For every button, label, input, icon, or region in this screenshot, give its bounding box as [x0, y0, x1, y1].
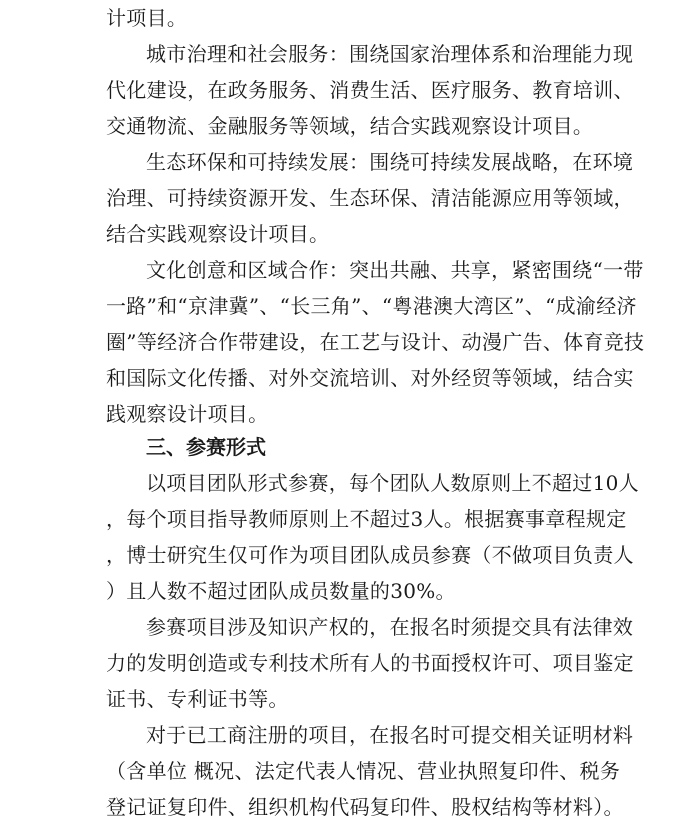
text-line: ）且人数不超过团队成员数量的30%。 — [106, 579, 456, 603]
text-line: 交通物流、金融服务等领域，结合实践观察设计项目。 — [106, 114, 594, 138]
text-line: 践观察设计项目。 — [106, 402, 269, 426]
text-line: ，每个项目指导教师原则上不超过3人。根据赛事章程规定 — [106, 507, 627, 531]
text-line: 生态环保和可持续发展：围绕可持续发展战略，在环境 — [146, 150, 634, 174]
text-line: 一路”和“京津冀”、“长三角”、“粤港澳大湾区”、“成渝经济 — [106, 294, 637, 318]
text-line: 计项目。 — [106, 6, 188, 30]
text-line: 结合实践观察设计项目。 — [106, 222, 330, 246]
text-line: 治理、可持续资源开发、生态环保、清洁能源应用等领域， — [106, 186, 634, 210]
text-line: 文化创意和区域合作：突出共融、共享，紧密围绕“一带 — [146, 258, 644, 282]
text-line: 对于已工商注册的项目，在报名时可提交相关证明材料 — [146, 723, 634, 747]
text-line: 城市治理和社会服务：围绕国家治理体系和治理能力现 — [146, 42, 634, 66]
text-line: 圈”等经济合作带建设，在工艺与设计、动漫广告、体育竞技 — [106, 330, 645, 354]
text-line: 证书、专利证书等。 — [106, 687, 289, 711]
text-line: 参赛项目涉及知识产权的，在报名时须提交具有法律效 — [146, 615, 634, 639]
text-line: 以项目团队形式参赛，每个团队人数原则上不超过10人 — [146, 471, 639, 495]
text-line: 力的发明创造或专利技术所有人的书面授权许可、项目鉴定 — [106, 651, 634, 675]
text-line: （含单位 概况、法定代表人情况、营业执照复印件、税务 — [106, 759, 621, 783]
text-line: ，博士研究生仅可作为项目团队成员参赛（不做项目负责人 — [106, 543, 634, 567]
text-line: 登记证复印件、组织机构代码复印件、股权结构等材料）。 — [106, 795, 624, 819]
text-line: 和国际文化传播、对外交流培训、对外经贸等领域，结合实 — [106, 366, 634, 390]
section-heading: 三、参赛形式 — [146, 435, 266, 459]
text-line: 代化建设，在政务服务、消费生活、医疗服务、教育培训、 — [106, 78, 634, 102]
